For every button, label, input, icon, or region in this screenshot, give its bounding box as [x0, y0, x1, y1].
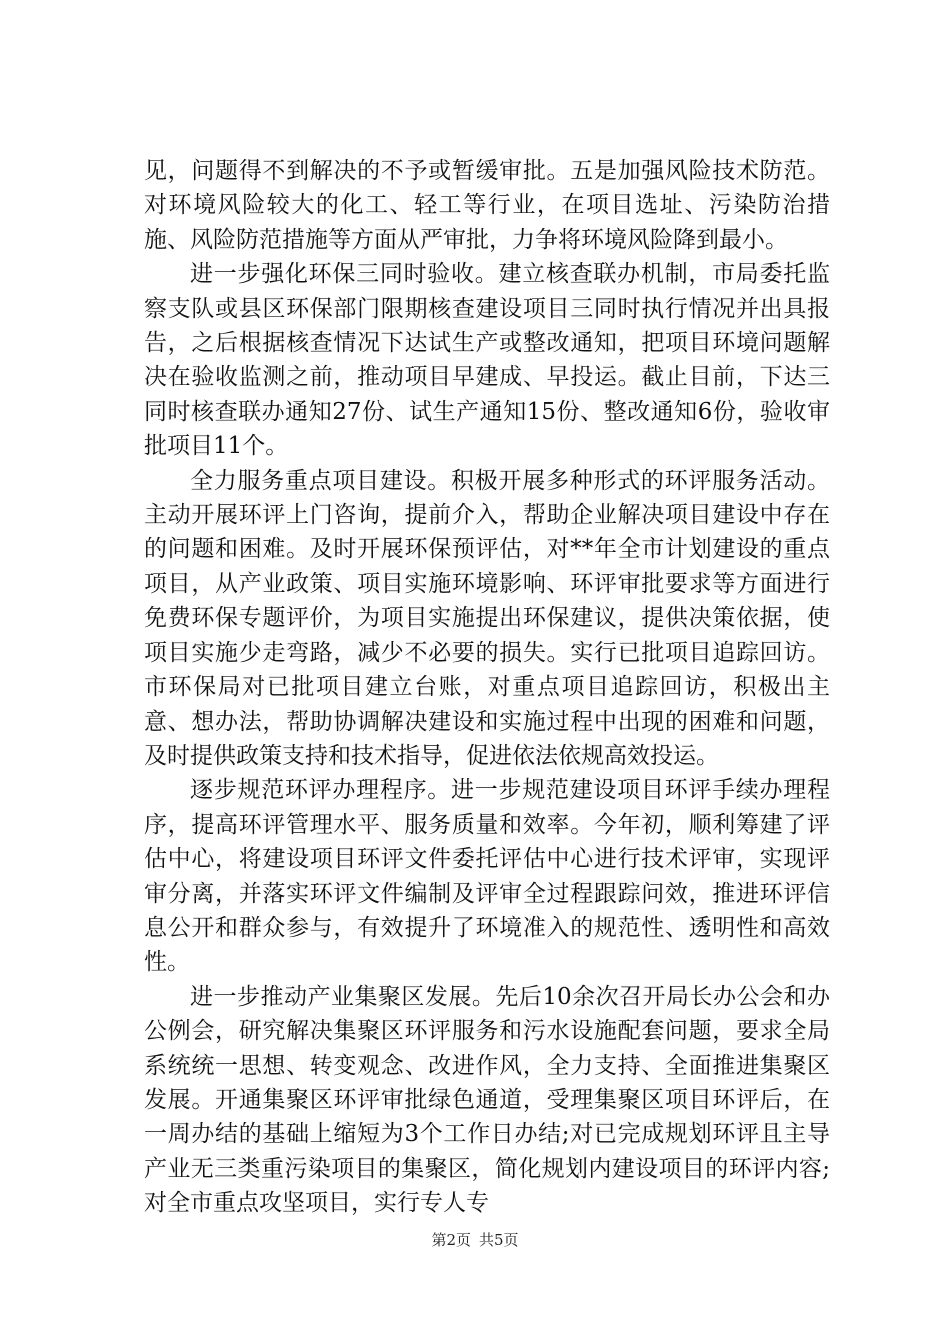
- page-total: 共5页: [479, 1231, 519, 1249]
- paragraph-procedure: 逐步规范环评办理程序。进一步规范建设项目环评手续办理程序，提高环评管理水平、服务质量和效率。今年初，顺利筹建了评估中心，将建设项目环评文件委托评估中心进行技术评审，实现评审分离，并落实环评文件编制及评审全过程跟踪问效，推进环评信息公开和群众参与，有效提升了环境准入的规范性、透明性和高效性。: [144, 777, 830, 976]
- paragraph-acceptance: 进一步强化环保三同时验收。建立核查联办机制，市局委托监察支队或县区环保部门限期核查建设项目三同时执行情况并出具报告，之后根据核查情况下达试生产或整改通知，把项目环境问题解决在验收监测之前，推动项目早建成、早投运。截止目前，下达三同时核查联办通知27份、试生产通知15份、整改通知6份，验收审批项目11个。: [144, 261, 830, 460]
- page-footer: [0, 1230, 950, 1250]
- document-body: [144, 154, 830, 1221]
- page-number: 第2页: [431, 1231, 471, 1249]
- paragraph-industrial-cluster: 进一步推动产业集聚区发展。先后10余次召开局长办公会和办公例会，研究解决集聚区环评服务和污水设施配套问题，要求全局系统统一思想、转变观念、改进作风，全力支持、全面推进集聚区发展。开通集聚区环评审批绿色通道，受理集聚区项目环评后，在一周办结的基础上缩短为3个工作日办结;对已完成规划环评且主导产业无三类重污染项目的集聚区，简化规划内建设项目的环评内容;对全市重点攻坚项目，实行专人专: [144, 983, 830, 1217]
- paragraph-continuation: 见，问题得不到解决的不予或暂缓审批。五是加强风险技术防范。对环境风险较大的化工、轻工等行业，在项目选址、污染防治措施、风险防范措施等方面从严审批，力争将环境风险降到最小。: [144, 158, 830, 253]
- paragraph-key-projects: 全力服务重点项目建设。积极开展多种形式的环评服务活动。主动开展环评上门咨询，提前介入，帮助企业解决项目建设中存在的问题和困难。及时开展环保预评估，对**年全市计划建设的重点项目，从产业政策、项目实施环境影响、环评审批要求等方面进行免费环保专题评价，为项目实施提出环保建议，提供决策依据，使项目实施少走弯路，减少不必要的损失。实行已批项目追踪回访。市环保局对已批项目建立台账，对重点项目追踪回访，积极出主意、想办法，帮助协调解决建设和实施过程中出现的困难和问题，及时提供政策支持和技术指导，促进依法依规高效投运。: [144, 467, 830, 769]
